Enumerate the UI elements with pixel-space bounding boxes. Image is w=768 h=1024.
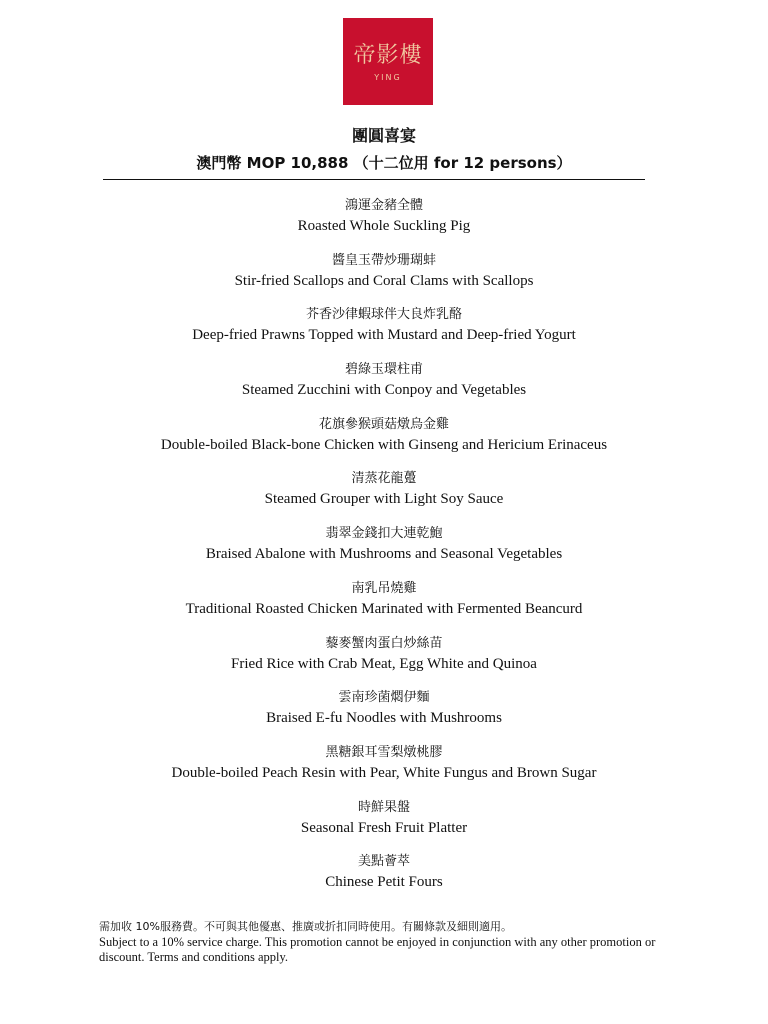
dish-name-en: Braised E-fu Noodles with Mushrooms: [266, 710, 502, 727]
dish-name-cn: 雲南珍菌燜伊麵: [338, 690, 430, 706]
dish-name-cn: 時鮮果盤: [357, 799, 410, 815]
logo-chinese-name: 帝影樓: [353, 43, 423, 68]
dish-item: [0, 688, 768, 743]
terms-footer: [99, 919, 669, 965]
dish-name-en: Chinese Petit Fours: [325, 874, 443, 891]
dish-name-cn: 美點薈萃: [357, 854, 410, 870]
logo-english-name: YING: [374, 73, 402, 82]
dish-item: [0, 852, 768, 907]
dish-name-cn: 南乳吊燒雞: [351, 580, 417, 596]
dish-item: [0, 469, 768, 524]
menu-title: 團圓喜宴: [351, 126, 416, 145]
dish-name-en: Braised Abalone with Mushrooms and Seasonal Vegetables: [205, 546, 563, 563]
dish-item: [0, 305, 768, 360]
dish-item: [0, 634, 768, 689]
dish-name-en: Roasted Whole Suckling Pig: [297, 218, 471, 234]
header-divider: [103, 179, 645, 180]
dish-name-en: Traditional Roasted Chicken Marinated with Fermented Beancurd: [185, 600, 583, 617]
terms-chinese: 需加收 10%服務費。不可與其他優惠、推廣或折扣同時使用。有關條款及細則適用。: [99, 920, 512, 933]
dish-name-cn: 碧綠玉環柱甫: [344, 362, 423, 378]
dish-item: [0, 579, 768, 634]
dish-item: [0, 251, 768, 306]
dish-item: [0, 524, 768, 579]
dish-name-en: Fried Rice with Crab Meat, Egg White and Quinoa: [231, 655, 537, 672]
dish-item: [0, 798, 768, 853]
dish-name-en: Seasonal Fresh Fruit Platter: [300, 819, 468, 836]
dish-item: [0, 415, 768, 470]
dish-name-cn: 藜麥蟹肉蛋白炒絲苗: [325, 635, 443, 651]
dish-name-cn: 清蒸花龍躉: [351, 471, 417, 487]
dish-name-en: Double-boiled Black-bone Chicken with Ginseng and Hericium Erinaceus: [160, 436, 608, 453]
dish-name-en: Steamed Zucchini with Conpoy and Vegetables: [241, 382, 527, 399]
dish-name-cn: 鴻運金豬全體: [344, 198, 423, 213]
dish-name-cn: 翡翠金錢扣大連乾鮑: [325, 526, 443, 542]
dish-name-cn: 花旗參猴頭菇燉烏金雞: [318, 416, 449, 432]
terms-english: Subject to a 10% service charge. This promotion cannot be enjoyed in conjunction with any other promotion or discount. Terms and conditions apply.: [99, 935, 656, 964]
dish-item: [0, 360, 768, 415]
dish-name-en: Double-boiled Peach Resin with Pear, White Fungus and Brown Sugar: [171, 764, 597, 781]
dish-name-cn: 黑糖銀耳雪梨燉桃膠: [325, 744, 443, 760]
dish-name-en: Stir-fried Scallops and Coral Clams with Scallops: [234, 272, 534, 289]
dish-list: [0, 196, 768, 907]
dish-name-cn: 醬皇玉帶炒珊瑚蚌: [331, 252, 436, 268]
dish-item: [0, 196, 768, 251]
menu-price: 澳門幣 MOP 10,888 （十二位用 for 12 persons）: [196, 154, 572, 172]
dish-name-en: Deep-fried Prawns Topped with Mustard and Deep-fried Yogurt: [192, 327, 576, 344]
dish-item: [0, 743, 768, 798]
restaurant-logo: [343, 18, 433, 105]
dish-name-cn: 芥香沙律蝦球伴大良炸乳酪: [305, 307, 462, 323]
dish-name-en: Steamed Grouper with Light Soy Sauce: [264, 491, 504, 508]
